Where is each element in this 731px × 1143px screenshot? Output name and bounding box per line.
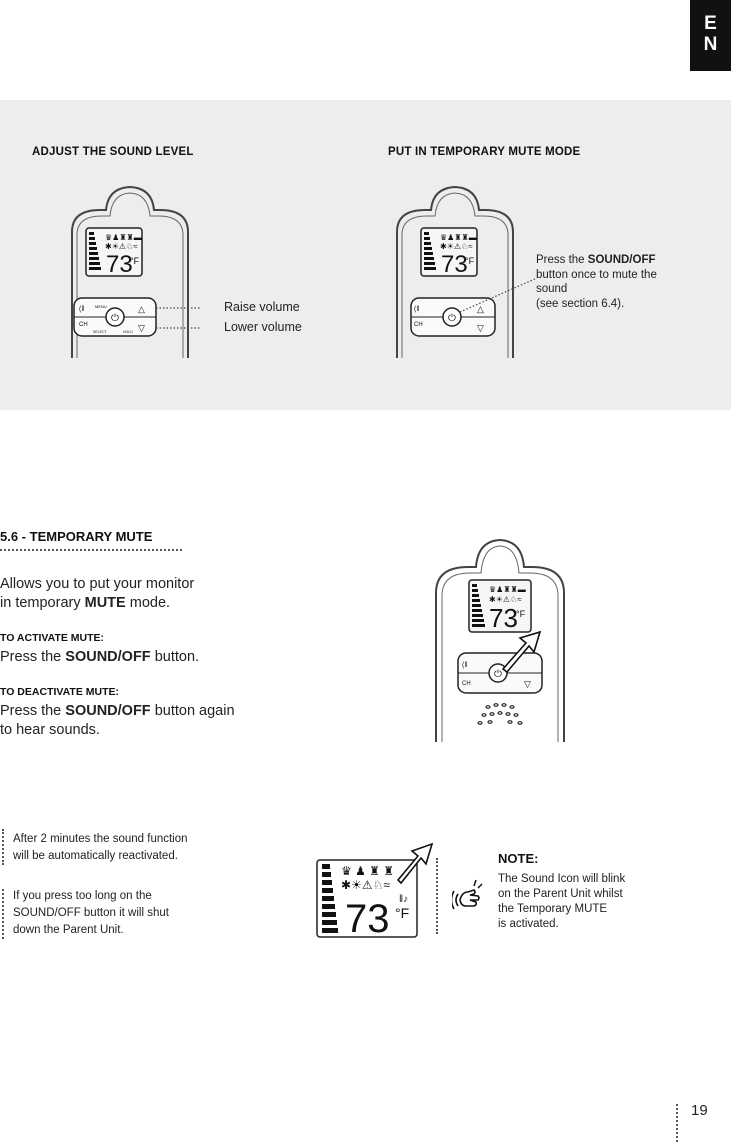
language-tab-line1: E <box>704 13 717 34</box>
note-box-divider <box>436 858 438 934</box>
parent-unit-illustration-mute <box>385 180 545 360</box>
section-intro: Allows you to put your monitor in temporary MUTE mode. <box>0 576 195 611</box>
up-arrow-icon: △ <box>138 304 145 314</box>
svg-text:✱☀⚠♘≈: ✱☀⚠♘≈ <box>440 242 473 251</box>
svg-text:73: 73 <box>489 603 518 633</box>
note-title: NOTE: <box>498 851 539 866</box>
svg-text:♛♟♜♜▬: ♛♟♜♜▬ <box>440 233 477 242</box>
page-number-marker <box>676 1104 678 1142</box>
section-title: 5.6 - TEMPORARY MUTE <box>0 529 153 544</box>
svg-text:♛♟♜♜▬: ♛♟♜♜▬ <box>105 233 142 242</box>
mute-callout: Press the SOUND/OFF button once to mute the sound (see section 6.4). <box>536 254 657 310</box>
svg-text:CH: CH <box>462 681 471 687</box>
svg-text:▽: ▽ <box>524 679 531 689</box>
display-unit: °F <box>130 256 140 266</box>
activate-mute-text: Press the SOUND/OFF button. <box>0 649 200 665</box>
adjust-sound-title: ADJUST THE SOUND LEVEL <box>32 146 194 158</box>
deactivate-mute-label: TO DEACTIVATE MUTE: <box>0 686 119 698</box>
note-1-marker <box>2 829 4 865</box>
raise-volume-callout: Raise volume <box>224 300 300 314</box>
parent-unit-illustration-volume <box>60 180 200 360</box>
svg-text:°F: °F <box>395 905 410 921</box>
svg-text:ǁ♪: ǁ♪ <box>399 894 409 905</box>
power-icon: ⏻ <box>448 313 456 324</box>
svg-text:(ǁ: (ǁ <box>414 306 420 313</box>
svg-text:✱☀⚠♘≈: ✱☀⚠♘≈ <box>105 242 138 251</box>
lcd-display-closeup <box>315 842 440 940</box>
parent-unit-illustration-large <box>430 535 570 745</box>
speaker-grille <box>478 704 522 725</box>
svg-text:♛♟♜♜▬: ♛♟♜♜▬ <box>489 585 526 594</box>
note-body: The Sound Icon will blink on the Parent Unit whilst the Temporary MUTE is activated. <box>498 873 626 930</box>
svg-text:✱☀⚠♘≈: ✱☀⚠♘≈ <box>341 878 390 892</box>
activate-mute-label: TO ACTIVATE MUTE: <box>0 632 105 644</box>
svg-text:⏻: ⏻ <box>494 669 502 680</box>
svg-text:CH: CH <box>414 322 423 328</box>
svg-text:✱☀⚠♘≈: ✱☀⚠♘≈ <box>489 595 522 604</box>
svg-text:73: 73 <box>345 897 390 940</box>
svg-text:⏻: ⏻ <box>111 313 119 324</box>
svg-text:▽: ▽ <box>477 323 484 333</box>
language-tab <box>690 0 731 71</box>
svg-text:°F: °F <box>516 609 526 619</box>
note-long-press: If you press too long on the SOUND/OFF button it will shut down the Parent Unit. <box>13 890 169 936</box>
deactivate-mute-text: Press the SOUND/OFF button again to hear sounds. <box>0 703 235 738</box>
svg-text:°F: °F <box>465 256 475 266</box>
svg-text:♛ ♟ ♜ ♜: ♛ ♟ ♜ ♜ <box>341 864 395 878</box>
menu-label: MENU <box>95 304 107 309</box>
display-temperature: 73 <box>106 251 133 278</box>
svg-text:(ǁ: (ǁ <box>462 662 468 669</box>
section-divider <box>0 549 182 551</box>
svg-text:△: △ <box>477 304 484 314</box>
down-arrow-icon: ▽ <box>138 323 145 333</box>
ch-label: CH <box>79 322 88 328</box>
language-tab-line2: N <box>703 34 718 55</box>
sound-icon-hand <box>452 878 486 914</box>
page-number: 19 <box>691 1102 708 1119</box>
note-auto-reactivate: After 2 minutes the sound function will be automatically reactivated. <box>13 833 188 862</box>
lower-volume-callout: Lower volume <box>224 320 302 334</box>
mute-mode-title: PUT IN TEMPORARY MUTE MODE <box>388 146 581 158</box>
hold-label: HOLD <box>123 330 133 334</box>
svg-text:(ǁ: (ǁ <box>79 306 85 313</box>
svg-text:73: 73 <box>441 251 468 278</box>
note-2-marker <box>2 889 4 939</box>
select-label: SELECT <box>93 330 107 334</box>
